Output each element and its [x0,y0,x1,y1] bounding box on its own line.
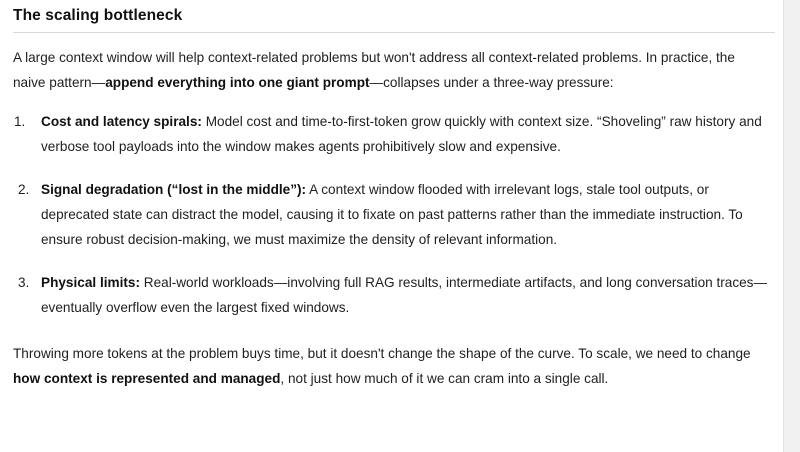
list-item-lead: Signal degradation (“lost in the middle”): [41,182,307,197]
list-item-lead: Physical limits: [41,275,140,290]
intro-text-part2: —collapses under a three-way pressure: [369,75,614,90]
list-item [13,270,773,320]
pressure-points-list [13,109,773,320]
list-item-number: 1. [14,114,26,129]
list-item [13,177,773,252]
closing-emphasis: how context is represented and managed [13,371,281,386]
closing-text-part2: , not just how much of it we can cram into a single call. [280,371,609,386]
list-item [13,109,773,159]
document-content [13,0,773,391]
intro-paragraph [13,45,771,95]
list-item-number: 3. [18,275,30,290]
title-divider [13,32,775,33]
list-item-text: Real-world workloads—involving full RAG results, intermediate artifacts, and long conversation traces—eventually overflow even the largest fixed windows. [41,275,768,315]
list-item-lead: Cost and latency spirals: [41,114,202,129]
closing-text-part1: Throwing more tokens at the problem buys time, but it doesn't change the shape of the curve. To scale, we need to change [13,346,751,361]
list-item-number: 2. [18,182,30,197]
closing-paragraph [13,341,771,391]
intro-text-part1: A large context window will help context-related problems but won't address all context-related problems. In practice, the naive pattern— [13,50,735,90]
list-item-text: A context window flooded with irrelevant logs, stale tool outputs, or deprecated state can distract the model, causing it to fixate on past patterns rather than the immediate instruction. To ensure robust decision-making, we must maximize the density of relevant information. [41,182,743,247]
page-title: The scaling bottleneck [13,7,183,24]
scrollbar-gutter[interactable] [783,0,800,452]
intro-emphasis: append everything into one giant prompt [105,75,370,90]
list-item-text: Model cost and time-to-first-token grow quickly with context size. “Shoveling” raw history and verbose tool payloads into the window makes agents prohibitively slow and expensive. [41,114,762,154]
